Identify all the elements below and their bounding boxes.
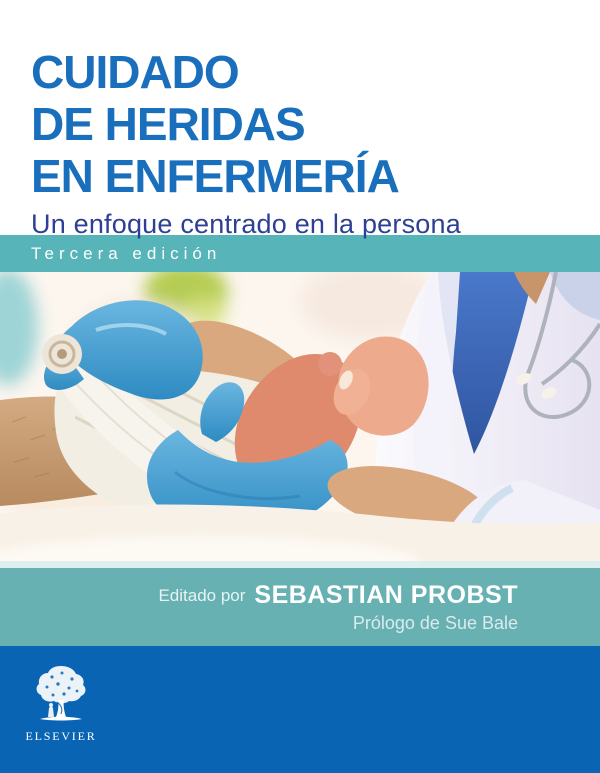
editor-line — [0, 581, 518, 610]
edition-label: Tercera edición — [31, 243, 222, 263]
editor-prefix: Editado por — [158, 586, 246, 605]
title-line-1: CUIDADO — [31, 46, 239, 98]
title-line-3: EN ENFERMERÍA — [31, 150, 399, 202]
wound-care-photo — [0, 272, 600, 568]
wound-care-illustration — [0, 272, 600, 568]
publisher-logo — [25, 664, 97, 744]
prologue-credit: Prólogo de Sue Bale — [352, 613, 518, 633]
elsevier-tree-icon — [32, 664, 90, 726]
editor-name: SEBASTIAN PROBST — [254, 581, 518, 609]
subtitle: Un enfoque centrado en la persona — [31, 209, 461, 239]
title-block — [0, 0, 600, 239]
publisher-footer — [0, 646, 600, 773]
title-line-2: DE HERIDAS — [31, 98, 305, 150]
edition-band — [0, 235, 600, 272]
editor-band — [0, 568, 600, 646]
publisher-name: ELSEVIER — [25, 729, 97, 743]
bandage-roll — [42, 334, 82, 374]
